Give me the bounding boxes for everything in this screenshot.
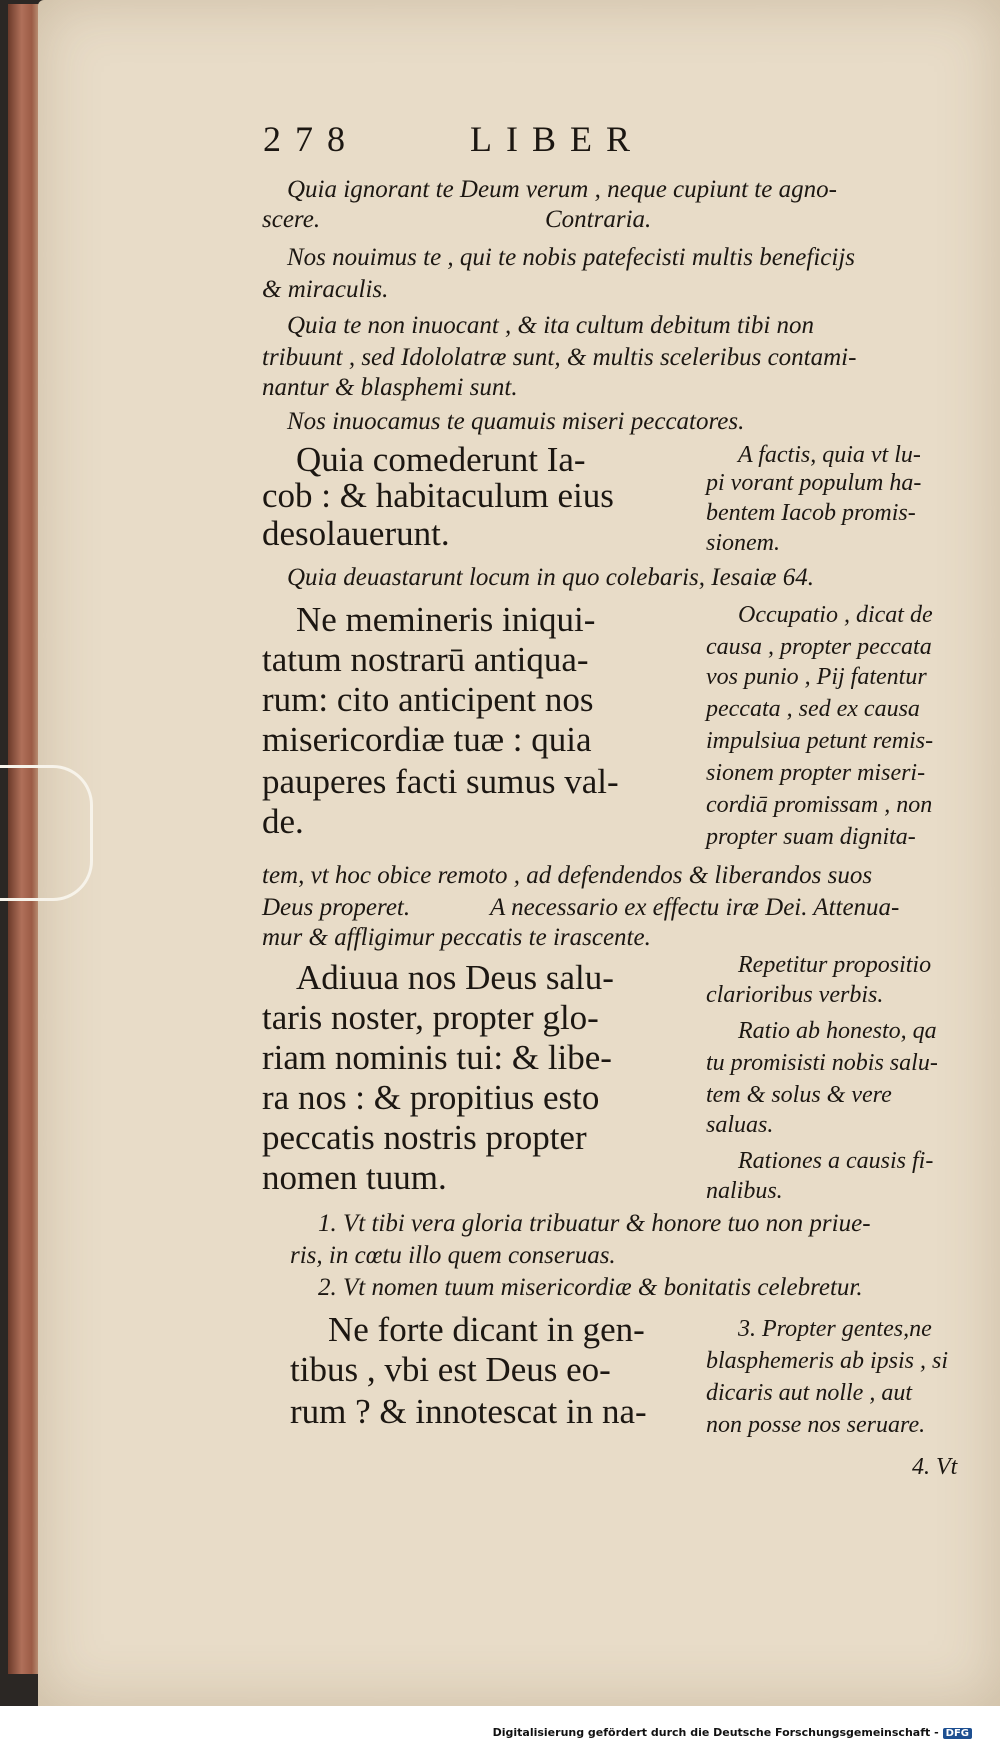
text-line: scere. [262, 206, 321, 233]
margin-note: propter suam dignita- [706, 824, 916, 850]
running-title: LIBER [470, 119, 644, 159]
text-line: 2. Vt nomen tuum misericordiæ & bonitatis celebretur. [318, 1274, 863, 1301]
text-line: Ne forte dicant in gen- [328, 1310, 645, 1349]
text-line: Nos inuocamus te quamuis miseri peccatores. [287, 408, 745, 435]
margin-note: Repetitur propositio [738, 952, 932, 978]
text-line: de. [262, 802, 304, 841]
text-line: desolauerunt. [262, 514, 450, 553]
page-tab-marker [0, 765, 93, 901]
text-line: tem, vt hoc obice remoto , ad defendendos & liberandos suos [262, 862, 873, 889]
margin-note: causa , propter peccata [706, 634, 932, 660]
catchword: 4. Vt [912, 1454, 958, 1480]
margin-note: tem & solus & vere [706, 1082, 892, 1108]
text-line: rum ? & innotescat in na- [290, 1392, 647, 1431]
text-line: ra nos : & propitius esto [262, 1078, 600, 1117]
margin-note: sionem propter miseri- [706, 760, 926, 786]
margin-note: vos punio , Pij fatentur [706, 664, 927, 690]
margin-note: sionem. [706, 530, 780, 556]
text-line: Ne memineris iniqui- [296, 600, 596, 639]
text-line: nomen tuum. [262, 1158, 447, 1197]
margin-note: cordiā promissam , non [706, 792, 933, 818]
text-line: ris, in cœtu illo quem conseruas. [290, 1242, 616, 1269]
margin-note: clarioribus verbis. [706, 982, 884, 1008]
text-line: tribuunt , sed Idololatræ sunt, & multis sceleribus contami- [262, 344, 857, 371]
margin-note: tu promisisti nobis salu- [706, 1050, 938, 1076]
margin-note: non posse nos seruare. [706, 1412, 926, 1438]
dfg-logo-icon: DFG [943, 1728, 972, 1739]
text-line: Quia deuastarunt locum in quo colebaris, Iesaiæ 64. [287, 564, 815, 591]
text-line: pauperes facti sumus val- [262, 762, 619, 801]
margin-note: Occupatio , dicat de [738, 602, 933, 628]
text-line: mur & affligimur peccatis te irascente. [262, 924, 651, 951]
margin-note: impulsiua petunt remis- [706, 728, 934, 754]
text-line: Deus properet. [262, 894, 411, 921]
margin-note: peccata , sed ex causa [706, 696, 920, 722]
text-line: & miraculis. [262, 276, 389, 303]
margin-note: Ratio ab honesto, qa [738, 1018, 937, 1044]
text-line: Quia ignorant te Deum verum , neque cupiunt te agno- [287, 176, 837, 203]
text-line: Nos nouimus te , qui te nobis patefecisti multis beneficijs [287, 244, 856, 271]
text-line: Contraria. [545, 206, 652, 233]
margin-note: nalibus. [706, 1178, 783, 1204]
text-line: taris noster, propter glo- [262, 998, 599, 1037]
page-number: 278 [263, 119, 359, 159]
text-line: misericordiæ tuæ : quia [262, 720, 592, 759]
text-line: Quia comederunt Ia- [296, 440, 586, 479]
text-line: rum: cito anticipent nos [262, 680, 594, 719]
text-line: tatum nostrarū antiqua- [262, 640, 589, 679]
funding-note [493, 1726, 972, 1739]
text-line: Adiuua nos Deus salu- [296, 958, 614, 997]
funding-note-text: Digitalisierung gefördert durch die Deutsche Forschungsgemeinschaft - [492, 1726, 939, 1739]
text-line: tibus , vbi est Deus eo- [290, 1350, 611, 1389]
margin-note: A factis, quia vt lu- [738, 442, 921, 468]
text-line: nantur & blasphemi sunt. [262, 374, 518, 401]
text-line: cob : & habitaculum eius [262, 476, 614, 515]
margin-note: saluas. [706, 1112, 774, 1138]
text-line: riam nominis tui: & libe- [262, 1038, 612, 1077]
text-line: Quia te non inuocant , & ita cultum debitum tibi non [287, 312, 815, 339]
margin-note: bentem Iacob promis- [706, 500, 916, 526]
margin-note: pi vorant populum ha- [706, 470, 922, 496]
margin-note: dicaris aut nolle , aut [706, 1380, 912, 1406]
margin-note: 3. Propter gentes,ne [738, 1316, 932, 1342]
text-line: A necessario ex effectu iræ Dei. Attenua- [490, 894, 900, 921]
margin-note: Rationes a causis fi- [738, 1148, 934, 1174]
text-line: 1. Vt tibi vera gloria tribuatur & honore tuo non priue- [318, 1210, 871, 1237]
text-line: peccatis nostris propter [262, 1118, 587, 1157]
margin-note: blasphemeris ab ipsis , si [706, 1348, 949, 1374]
